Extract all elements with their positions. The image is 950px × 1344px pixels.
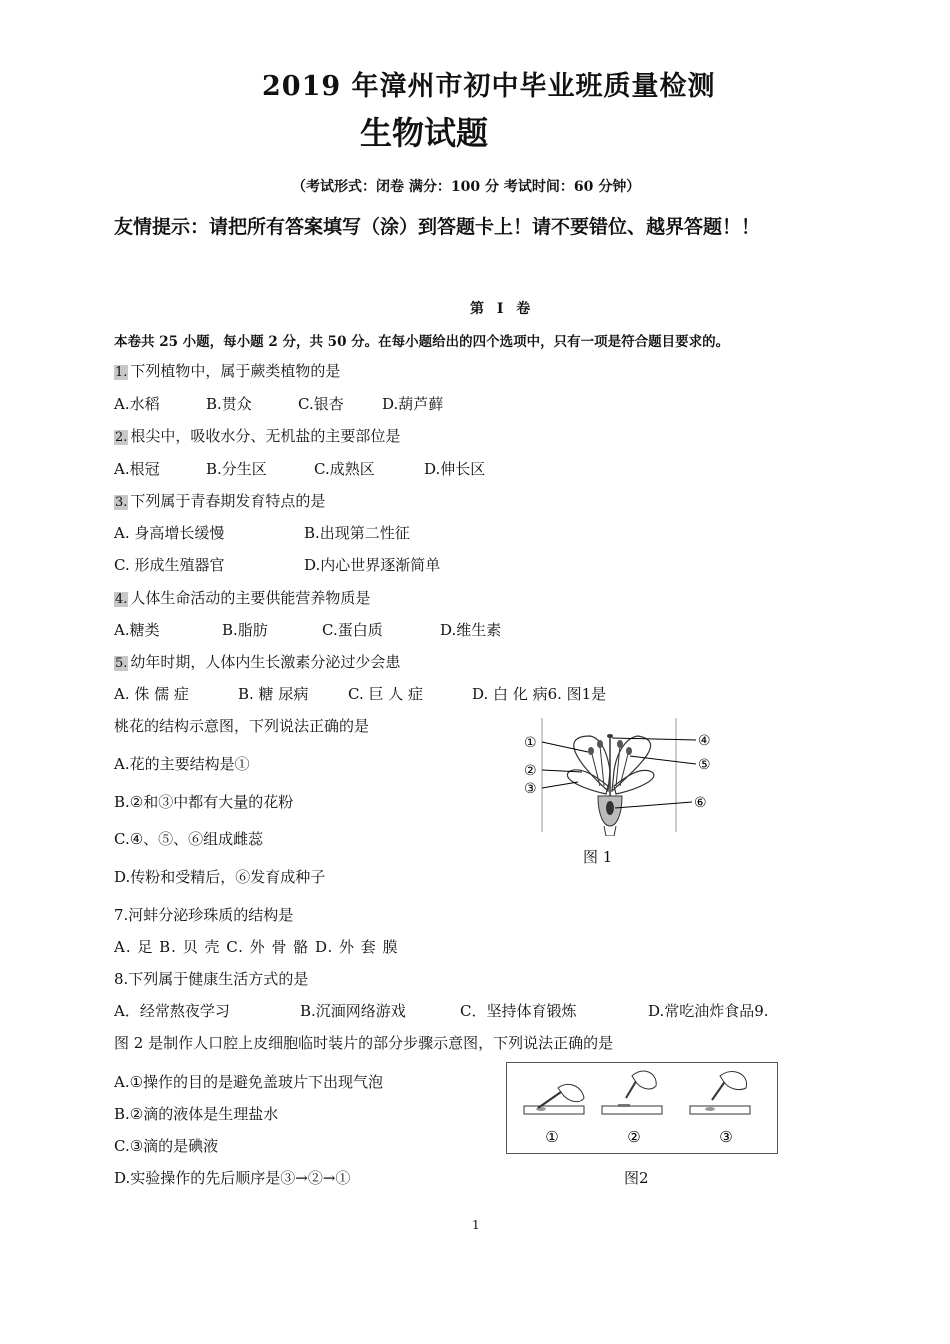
option: D. 白 化 病6. 图1是 [472, 685, 607, 703]
option: A.①操作的目的是避免盖玻片下出现气泡 [114, 1073, 384, 1091]
option: C.④、⑤、⑥组成雌蕊 [114, 830, 264, 848]
option: D.实验操作的先后顺序是③→②→① [114, 1169, 351, 1187]
figure-label: ② [627, 1128, 641, 1146]
question-7-options: A. 足 B. 贝 壳 C. 外 骨 骼 D. 外 套 膜 [114, 938, 399, 956]
exam-subtitle: 生物试题 [360, 114, 489, 152]
exam-title: 2019 年漳州市初中毕业班质量检测 [262, 71, 716, 102]
option: C.成熟区 [314, 460, 375, 478]
option: A.花的主要结构是① [114, 755, 250, 773]
figure-label: ① [524, 735, 537, 751]
option: D.常吃油炸食品9. [648, 1002, 769, 1020]
page-number: 1 [472, 1218, 480, 1232]
question-1 [114, 360, 340, 381]
option: B.分生区 [206, 460, 267, 478]
slide-preparation-figure [506, 1062, 778, 1154]
question-5 [114, 651, 400, 672]
option: A. 侏 儒 症 [114, 685, 189, 703]
figure-label: ② [524, 763, 537, 779]
flower-structure-figure [520, 716, 730, 836]
question-3-options-row2 [114, 554, 440, 575]
question-text: 下列植物中，属于蕨类植物的是 [130, 362, 341, 380]
section-title: 第 I 卷 [470, 301, 535, 317]
question-8-options [114, 1000, 769, 1021]
question-3 [114, 490, 325, 511]
question-7: 7.河蚌分泌珍珠质的结构是 [114, 906, 294, 924]
question-text: 根尖中，吸收水分、无机盐的主要部位是 [130, 427, 401, 445]
question-9: 图 2 是制作人口腔上皮细胞临时装片的部分步骤示意图，下列说法正确的是 [114, 1034, 614, 1052]
option: A.水稻 [114, 395, 160, 413]
figure-2-caption: 图2 [624, 1169, 649, 1187]
figure-label: ⑥ [694, 795, 707, 811]
exam-meta: （考试形式：闭卷 满分：100 分 考试时间：60 分钟） [292, 179, 641, 195]
figure-label: ⑤ [698, 757, 711, 773]
option: C.银杏 [298, 395, 344, 413]
figure-label: ③ [719, 1128, 733, 1146]
option: D.内心世界逐渐简单 [304, 556, 441, 574]
figure-label: ③ [524, 781, 537, 797]
figure-label: ① [545, 1128, 559, 1146]
question-1-options [114, 393, 443, 414]
option: A. 身高增长缓慢 [114, 524, 225, 542]
figure-label: ④ [698, 733, 711, 749]
option: B.②滴的液体是生理盐水 [114, 1105, 279, 1123]
option: C. 形成生殖器官 [114, 556, 225, 574]
question-number: 5. [115, 656, 128, 671]
question-4 [114, 587, 370, 608]
section-instruction: 本卷共 25 小题，每小题 2 分，共 50 分。在每小题给出的四个选项中，只有一项是符合题目要求的。 [114, 334, 730, 350]
option: C.蛋白质 [322, 621, 383, 639]
option: B.出现第二性征 [304, 524, 410, 542]
option: B.脂肪 [222, 621, 268, 639]
question-6: 桃花的结构示意图，下列说法正确的是 [114, 717, 370, 735]
option: A.根冠 [114, 460, 160, 478]
option: B. 糖 尿病 [238, 685, 309, 703]
option: C. 巨 人 症 [348, 685, 424, 703]
option: B.②和③中都有大量的花粉 [114, 793, 294, 811]
option: D.维生素 [440, 621, 502, 639]
question-2-options [114, 458, 485, 479]
option: D.葫芦藓 [382, 395, 444, 413]
question-number: 3. [115, 495, 128, 510]
question-text: 下列属于青春期发育特点的是 [130, 492, 326, 510]
question-number: 1. [115, 365, 128, 380]
question-8: 8.下列属于健康生活方式的是 [114, 970, 309, 988]
option: D.传粉和受精后，⑥发育成种子 [114, 868, 326, 886]
option: D.伸长区 [424, 460, 486, 478]
question-2 [114, 425, 400, 446]
figure-1-caption: 图 1 [583, 848, 613, 866]
question-number: 4. [115, 592, 128, 607]
option: B.沉湎网络游戏 [300, 1002, 406, 1020]
question-text: 人体生命活动的主要供能营养物质是 [130, 589, 371, 607]
option: C.③滴的是碘液 [114, 1137, 219, 1155]
friendly-tip: 友情提示：请把所有答案填写（涂）到答题卡上！请不要错位、越界答题！！ [114, 216, 761, 238]
option: B.贯众 [206, 395, 252, 413]
question-4-options [114, 619, 501, 640]
option: A．经常熬夜学习 [114, 1002, 230, 1020]
question-text: 幼年时期，人体内生长激素分泌过少会患 [130, 653, 401, 671]
question-5-options [114, 683, 606, 704]
option: A.糖类 [114, 621, 160, 639]
question-3-options-row1 [114, 522, 410, 543]
option: C．坚持体育锻炼 [460, 1002, 577, 1020]
question-number: 2. [115, 430, 128, 445]
